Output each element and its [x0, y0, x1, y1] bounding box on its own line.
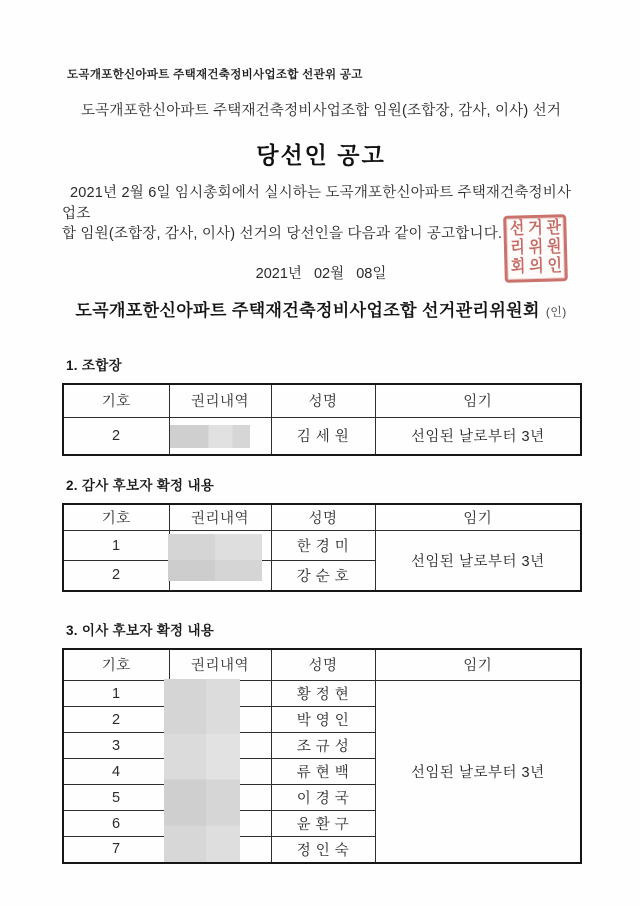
section-heading-auditor: 2. 감사 후보자 확정 내용: [66, 477, 215, 493]
director-table-wrap: [62, 648, 580, 864]
redacted-block: [170, 425, 250, 448]
table-row: [63, 681, 581, 707]
committee-name: 도곡개포한신아파트 주택재건축정비사업조합 선거관리위원회: [75, 300, 540, 320]
redacted-block: [164, 679, 240, 862]
col-header-number: 기호: [63, 649, 169, 681]
term-cell-merged: 선임된 날로부터 3년: [375, 531, 581, 591]
table-header-row: [63, 384, 581, 418]
announcement-body: [62, 183, 580, 245]
candidate-name: 이 경 국: [271, 785, 375, 811]
candidate-number: 4: [63, 759, 169, 785]
col-header-term: 임기: [375, 504, 581, 531]
chairman-table: [62, 383, 582, 456]
document-header-notice: 도곡개포한신아파트 주택재건축정비사업조합 선관위 공고: [67, 69, 363, 81]
candidate-number: 7: [63, 837, 169, 863]
candidate-number: 2: [63, 418, 169, 455]
col-header-rights: 권리내역: [169, 649, 271, 681]
table-header-row: [63, 504, 581, 531]
table-row: [63, 531, 581, 561]
candidate-number: 3: [63, 733, 169, 759]
term-cell-merged: 선임된 날로부터 3년: [375, 681, 581, 863]
candidate-number: 2: [63, 561, 169, 591]
candidate-name: 강 순 호: [271, 561, 375, 591]
committee-signature-line: [62, 296, 580, 321]
seal-characters: 선 거 관 리 위 원 회 의 인: [509, 218, 562, 278]
chairman-table-wrap: [62, 383, 580, 456]
table-row: [63, 418, 581, 455]
candidate-name: 박 영 인: [271, 707, 375, 733]
col-header-name: 성명: [271, 649, 375, 681]
candidate-name: 윤 환 구: [271, 811, 375, 837]
candidate-number: 5: [63, 785, 169, 811]
candidate-name: 정 인 숙: [271, 837, 375, 863]
candidate-name: 류 현 백: [271, 759, 375, 785]
col-header-term: 임기: [375, 649, 581, 681]
col-header-rights: 권리내역: [169, 384, 271, 418]
auditor-table-wrap: [62, 503, 580, 592]
col-header-number: 기호: [63, 504, 169, 531]
election-subtitle: 도곡개포한신아파트 주택재건축정비사업조합 임원(조합장, 감사, 이사) 선거: [80, 103, 562, 119]
candidate-number: 1: [63, 681, 169, 707]
section-heading-director: 3. 이사 후보자 확정 내용: [66, 622, 215, 638]
official-seal-stamp-icon: [503, 214, 568, 283]
col-header-name: 성명: [271, 504, 375, 531]
table-header-row: [63, 649, 581, 681]
col-header-name: 성명: [271, 384, 375, 418]
term-cell: 선임된 날로부터 3년: [375, 418, 581, 455]
col-header-rights: 권리내역: [169, 504, 271, 531]
announcement-date: 2021년 02월 08일: [255, 265, 387, 282]
page-title: 당선인 공고: [256, 142, 386, 168]
candidate-name: 황 정 현: [271, 681, 375, 707]
body-line-2: 합 임원(조합장, 감사, 이사) 선거의 당선인을 다음과 같이 공고합니다.: [62, 226, 503, 242]
seal-placeholder-text: (인): [545, 304, 567, 319]
candidate-name: 조 규 성: [271, 733, 375, 759]
col-header-term: 임기: [375, 384, 581, 418]
candidate-number: 6: [63, 811, 169, 837]
col-header-number: 기호: [63, 384, 169, 418]
candidate-name: 김 세 원: [271, 418, 375, 455]
body-line-1: 2021년 2월 6일 임시총회에서 실시하는 도곡개포한신아파트 주택재건축정비사업조: [62, 185, 572, 222]
auditor-table: [62, 503, 582, 592]
section-heading-chairman: 1. 조합장: [66, 357, 122, 373]
redacted-block: [168, 534, 262, 581]
candidate-number: 2: [63, 707, 169, 733]
director-table: [62, 648, 582, 864]
candidate-name: 한 경 미: [271, 531, 375, 561]
candidate-number: 1: [63, 531, 169, 561]
